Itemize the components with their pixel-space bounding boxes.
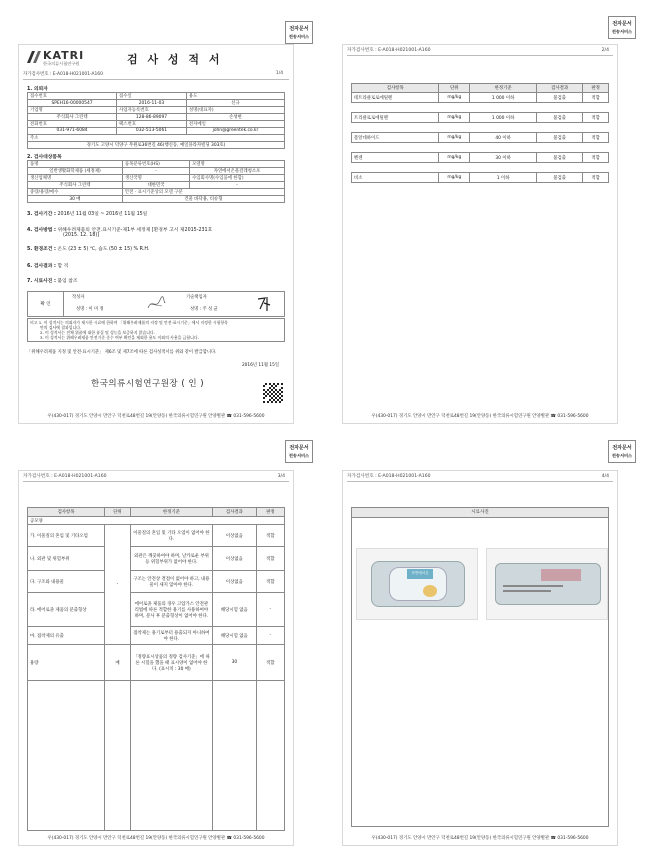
value: - [122,168,189,175]
e-document-stamp [608,16,636,39]
e-document-stamp [285,440,313,463]
col-limit: 한정기준 [470,84,537,93]
stamp-line2: 전송서비스 [611,28,633,34]
inspection-result [27,262,68,269]
inspection-period [27,210,147,217]
page-footer: 우(430-017) 경기도 안양시 만안구 덕천로48번길 19(안양동) 한국의류시험연구원 안양별관 ☎ 031-596-5600 [47,836,265,841]
e-document-stamp [285,21,313,44]
label: 품명 [28,161,123,168]
value: 신규 [186,100,284,107]
limit-cell: 1 000 이하 [470,113,537,123]
table-row [352,93,609,103]
issue-statement: 「위해우려제품 지정 및 안전·표시기준」 제6조 및 제7조에 따른 검사성적서를 위와 같이 발급합니다. [27,350,217,355]
issue-date: 2016년 11월 15일 [241,363,279,368]
results-table [351,83,609,183]
col-verdict: 판정 [256,508,284,517]
table-header-row [28,508,285,517]
value: - [190,182,285,189]
criteria-cell: 구조는 안전상 결점이 없어야 하고, 내용물이 새지 않아야 한다. [130,571,212,593]
label: 사업자등록번호 [117,107,187,114]
limit-cell: 1 이하 [470,173,537,183]
verdict-cell: 적합 [256,645,284,681]
env-conditions [27,245,149,252]
item-table [27,160,285,203]
col-unit: 단위 [105,508,131,517]
verdict-cell: 적합 [583,93,609,103]
page-3 [18,470,294,846]
pack-label-text: 자연에서온 [411,571,429,575]
verdict-cell: 적합 [583,133,609,143]
unit-cell: 매 [105,645,131,681]
label: 기업명 [28,107,117,114]
confirm-label: 확 인 [28,292,64,316]
col-result: 검사결과 [213,508,257,517]
label: 안전 · 표시기준상의 모델 구분 [122,189,284,196]
result-cell: 이상없음 [213,525,257,547]
label: 7. 시료사진 : [27,279,56,284]
label: 용도 [186,93,284,100]
value: 2016년 11월 03일 ~ 2016년 11월 15일 [57,212,148,217]
value: john@greentek.co.kr [186,128,284,135]
label: 전화번호 [28,121,117,128]
writer-name: 성명 : 이 미 정 [76,307,104,312]
criteria-cell: 접착제는 용기로부터 용출되지 아니하여야 한다. [130,627,212,645]
result-cell: 30 [213,645,257,681]
section-1-title: 1. 의뢰자 [27,87,48,92]
table-header-row [352,84,609,93]
signature-box [27,291,285,317]
label: 생산업체명 [28,175,123,182]
result-cell: 해당시험 없음 [213,593,257,627]
col-item: 검사항목 [28,508,105,517]
unit-cell: mg/kg [439,113,470,123]
value: 031-971-6084 [28,128,117,135]
address-value: 경기도 고양시 덕양구 무원로36번길 46(행신동, 예일플라자빌딩 303호) [28,141,285,148]
item-cell: 마. 접착제의 유출 [28,627,105,645]
remark-line: 만의 검사에 결과입니다. [40,325,82,330]
page-4 [342,470,618,846]
section-2-title: 2. 검사대상품목 [27,155,62,160]
col-result: 검사결과 [537,84,583,93]
table-row [352,113,609,123]
page-number: 4/4 [601,474,609,479]
item-cell: 다. 구조와 내용물 [28,571,105,593]
table-row [28,525,285,547]
label: 6. 검사결과 : [27,264,56,269]
page-number: 3/4 [277,474,285,479]
stamp-line2: 전송서비스 [288,452,310,458]
item-cell: 나. 외관 및 위험부위 [28,547,105,571]
item-cell: 트리클로로에틸렌 [352,113,439,123]
document-title: 검 사 성 적 서 [127,53,223,66]
katri-logo [27,49,97,69]
value: 자연에서온물걸레청소포 [190,168,285,175]
col-limit: 한정기준 [130,508,212,517]
value: 주식회사 그린텍 [28,182,123,189]
label: 접수번호 [28,93,117,100]
e-document-stamp [608,440,636,463]
item-cell: 테트라클로로에틸렌 [352,93,439,103]
result-cell: 불검출 [537,93,583,103]
table-row [352,173,609,183]
label: 품목분류번호(HS) [122,161,189,168]
unit-cell: mg/kg [439,153,470,163]
value: 건물 바닥용, 티슈형 [122,196,284,203]
item-cell: 가. 이물질의 혼입 및 기타오염 [28,525,105,547]
value: 손성현 [186,114,284,121]
item-cell: 벤젠 [352,153,439,163]
col-item: 검사항목 [352,84,439,93]
page-footer: 우(430-017) 경기도 안양시 만안구 덕천로48번길 19(안양동) 한국의류시험연구원 안양별관 ☎ 031-596-5600 [371,836,589,841]
item-cell: 폼알데하이드 [352,133,439,143]
item-cell: 용량 [28,645,105,681]
criteria-cell: 이물질의 혼입 및 기타 오염이 없어야 한다. [130,525,212,547]
result-cell: 불검출 [537,133,583,143]
table-row [352,153,609,163]
tech-manager-signature [256,295,272,313]
label: 성명(대표자) [186,107,284,114]
item-cell: 라. 에어로졸 제품의 분출형상 [28,593,105,627]
label: 중량/용량/매수 [28,189,123,196]
remarks [27,318,285,342]
value: 온도 (23 ± 5) ℃, 습도 (50 ± 15) % R.H. [57,247,150,252]
table-row [28,571,285,593]
writer-signature [146,296,166,312]
applicant-table [27,92,285,149]
value: 붙임 참조 [57,279,78,284]
writer-title: 작성자 [72,295,85,300]
value: 주식회사 그린텍 [28,114,117,121]
value: 2016-11-03 [117,100,187,107]
result-cell: 이상없음 [213,547,257,571]
value: 위해우려제품의 안전.표시기준-제1부 세정제 [환경부 고시 제2015-231호 [57,228,213,233]
doc-number: 자가검사번호 : E-A018-H021001-A160 [347,474,431,479]
stamp-line1: 전자문서 [612,20,632,27]
unit-cell: mg/kg [439,93,470,103]
photo-frame [351,507,609,827]
value: SPEH16-00000547 [28,100,117,107]
result-cell: 불검출 [537,113,583,123]
org-short-name: KATRI [43,49,85,62]
table-row [28,627,285,645]
verdict-cell: 적합 [583,113,609,123]
verdict-cell: 적합 [256,571,284,593]
director-name: 한국의류시험연구원장 ( 인 ) [91,379,205,389]
label: 생산국명 [122,175,189,182]
value: 일반생활화학제품 (세정제) [28,168,123,175]
stamp-line1: 전자문서 [289,25,309,32]
verdict-cell: 적합 [583,173,609,183]
result-cell: 이상없음 [213,571,257,593]
criteria-cell: 외관은 깨끗하여야 하며, 날카로운 부위 등 위험부위가 없어야 한다. [130,547,212,571]
sample-photo-front [356,548,478,620]
limit-cell: 1 000 이하 [470,93,537,103]
inspection-method [27,226,212,233]
label: 접수일 [117,93,187,100]
value: 032-513-5061 [117,128,187,135]
col-verdict: 판정 [583,84,609,93]
verdict-cell: - [256,627,284,645]
qr-code [263,383,283,403]
table-row [28,547,285,571]
stamp-line2: 전송서비스 [288,33,310,39]
doc-number: 자가검사번호 : E-A018-H021001-A160 [347,48,431,53]
label: 4. 검사방법 : [27,228,56,233]
limit-cell: 40 이하 [470,133,537,143]
doc-number: 자가검사번호 : E-A018-H021001-A160 [23,72,103,77]
page-2 [342,44,618,424]
doc-number: 자가검사번호 : E-A018-H021001-A160 [23,474,107,479]
result-cell: 해당시험 없음 [213,627,257,645]
stamp-line1: 전자문서 [612,444,632,451]
verdict-cell: 적합 [583,153,609,163]
label: 수입회사명(수입품에 한함) [190,175,285,182]
verdict-cell: 적합 [256,525,284,547]
label: 3. 검사기간 : [27,212,56,217]
label: 주소 [28,134,285,141]
stamp-line1: 전자문서 [289,444,309,451]
inspection-method-cont: (2015. 12. 18)] [63,233,100,238]
page-number: 2/4 [601,48,609,53]
page-footer: 우(430-017) 경기도 안양시 만안구 덕천로48번길 19(안양동) 한국의류시험연구원 안양별관 ☎ 031-596-5600 [47,414,265,419]
limit-cell: 30 이하 [470,153,537,163]
criteria-cell: 「정량표시상품의 정량 검사기준」에 따른 시험을 했을 때 표시양이 없어야 한다. (표시치 : 30 매) [130,645,212,681]
page-footer: 우(430-017) 경기도 안양시 만안구 덕천로48번길 19(안양동) 한국의류시험연구원 안양별관 ☎ 031-596-5600 [371,414,589,419]
item-cell: 비소 [352,173,439,183]
verdict-cell: 적합 [256,547,284,571]
label: 전자메일 [186,121,284,128]
value: 대한민국 [122,182,189,189]
result-cell: 불검출 [537,153,583,163]
value: 30 매 [28,196,123,203]
remark-line: 비고 1. 이 성적서는 의뢰자가 제시한 시료에 한하며 「위해우려제품의 지정 및 안전·표시기준」에서 지정한 시험항목 [30,320,228,325]
table-row [28,645,285,681]
unit-cell: mg/kg [439,173,470,183]
page-number: 1/4 [275,71,283,76]
org-sub-name: 한국의류시험연구원 [43,61,80,66]
table-row [352,133,609,143]
col-unit: 단위 [439,84,470,93]
unit-cell: - [105,525,131,645]
remark-line: 2. 이 성적서는 전체 위품에 대한 품질 및 성능을 보증하지 않습니다. [40,330,156,335]
unit-cell: mg/kg [439,133,470,143]
label: 5. 환경조건 : [27,247,56,252]
table-row [28,593,285,627]
value: 합 격 [57,264,69,269]
tech-manager-title: 기술책임자 [186,295,207,300]
sample-photo-back [486,548,608,620]
result-cell: 불검출 [537,173,583,183]
label: 팩스번호 [117,121,187,128]
photo-section-title: 시료사진 [352,508,608,518]
verdict-cell: - [256,593,284,627]
results-table [27,507,285,831]
criteria-cell: 에어로졸 제품의 경우 고압가스 안전관리법에 따른 적합한 용기를 사용하여야 하며, 분사 후 분출형상이 없어야 한다. [130,593,212,627]
remark-line: 3. 이 성적서는 위해우려제품 안전기준 준수 여부 확인을 제외한 용도 이외의 사용을 금합니다. [40,335,199,340]
sample-photo-ref [27,277,78,284]
stamp-line2: 전송서비스 [611,452,633,458]
label: 모델명 [190,161,285,168]
tech-manager-name: 성명 : 주 성 균 [190,307,218,312]
katri-logo-icon [27,51,41,63]
page-1 [18,44,294,424]
value: 128-86-89097 [117,114,187,121]
group-label: 공모양 [28,517,285,525]
